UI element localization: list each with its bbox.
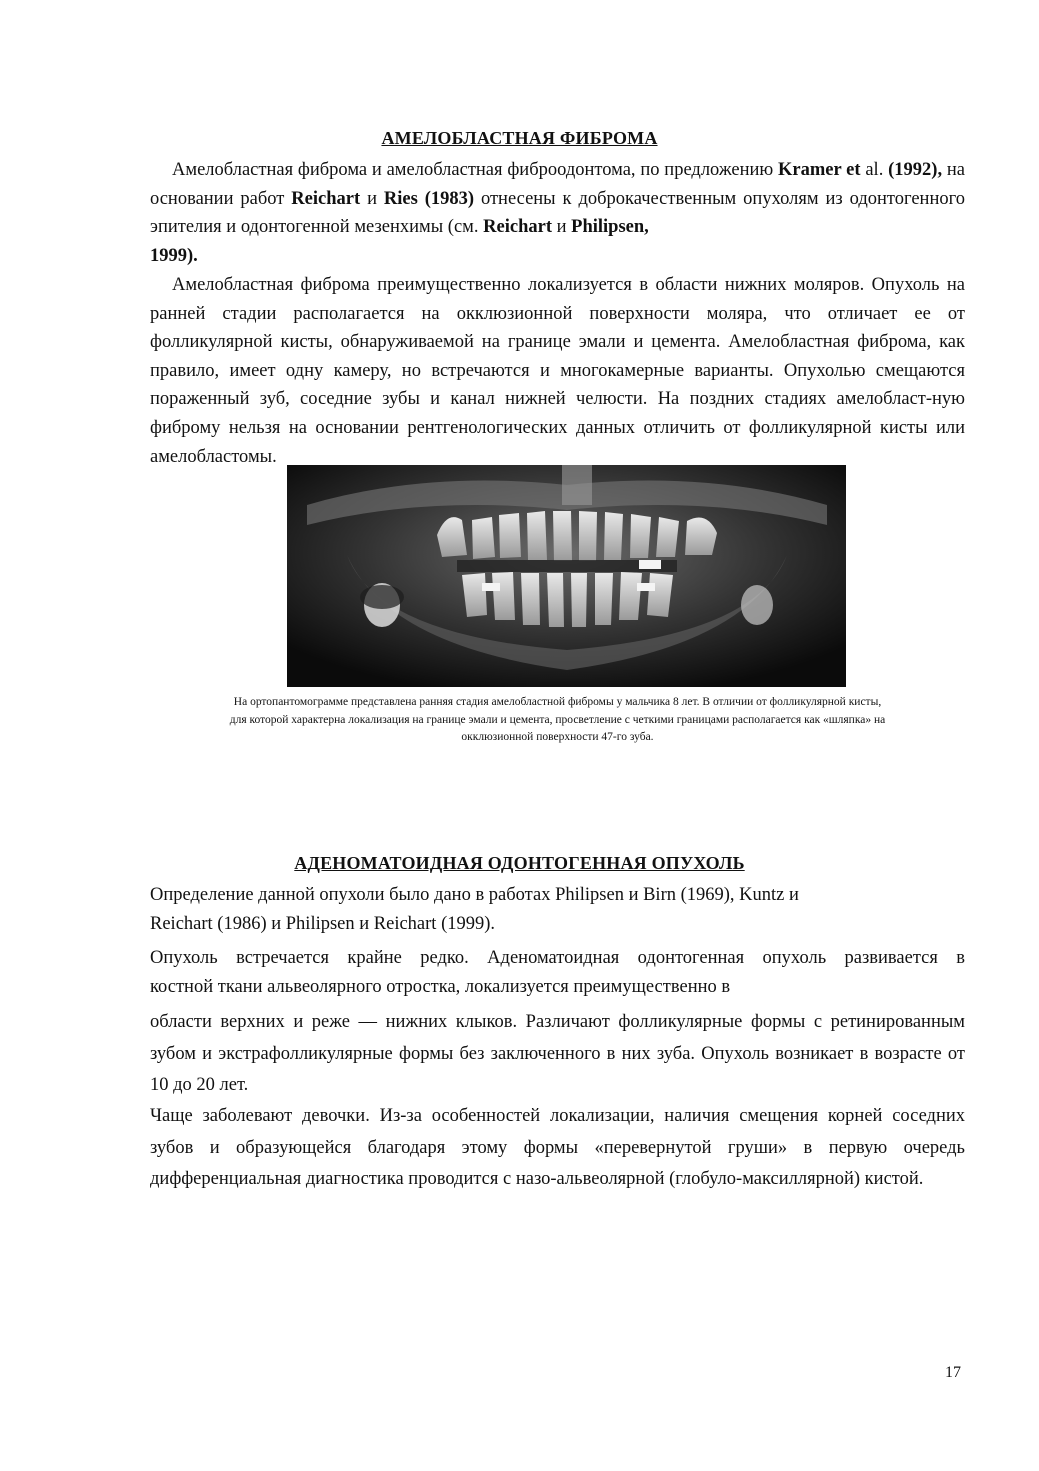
text: Амелобластная фиброма и амелобластная фиброодонтома, по предложению — [172, 160, 779, 180]
bold-ref: Ries (1983) — [383, 188, 475, 209]
text: отнесены к доброкачественным опухолям из одонтогенного эпителия и одонтогенной мезенхимы (см. — [150, 188, 965, 238]
text: на основании работ — [150, 160, 965, 209]
text-line: Определение данной опухоли было дано в работах Philipsen и Birn (1969), Kuntz и — [150, 885, 799, 905]
bold-ref: (1992), — [888, 160, 943, 180]
paragraph-intro — [150, 156, 965, 270]
figure-caption — [150, 694, 965, 747]
bold-ref: Philipsen, — [571, 217, 649, 238]
paragraph-localization: Амелобластная фиброма преимущественно локализуется в области нижних моляров. Опухоль на ранней стадии располагается на окклюзионной поверхности моляра, что отличает ее от фолликулярной кисты, обнаруживаемой на границе эмали и цемента. Амелобластная фиброма, как правило, имеет одну камеру, но встречаются и многокамерные варианты. Опухолью смещаются пораженный зуб, соседние зубы и канал нижней челюсти. На поздних стадиях амелобласт-ную фиброму нельзя на основании рентгенологических данных отличить от фолликулярной кисты или амелобластомы. — [150, 275, 965, 467]
text: al. — [860, 160, 889, 180]
text-line: Опухоль встречается крайне редко. Аденоматоидная одонтогенная опухоль развивается в — [150, 948, 965, 968]
caption-line: На ортопантомограмме представлена ранняя стадия амелобластной фибромы у мальчика 8 лет. В отличии от фолликулярной кисты, — [233, 696, 882, 708]
text: и — [551, 217, 572, 238]
paragraph-canines: области верхних и реже — нижних клыков. Различают фолликулярные формы с ретинированным зубом и экстрафолликулярные формы без заключенного в них зуба. Опухоль возникает в возрасте от 10 до 20 лет. — [150, 1012, 965, 1095]
section-heading-ameloblastic-fibroma: АМЕЛОБЛАСТНАЯ ФИБРОМА — [381, 128, 658, 148]
page-number: 17 — [945, 1364, 961, 1381]
bold-ref: 1999). — [150, 245, 198, 266]
paragraph-differential-diagnosis: Чаще заболевают девочки. Из-за особенностей локализации, наличия смещения корней соседних зубов и образующейся благодаря этому формы «перевернутой груши» в первую очередь дифференциальная диагностика проводится с назо-альвеолярной (глобуло-максиллярной) кистой. — [150, 1106, 965, 1189]
bold-ref: Reichart — [483, 217, 552, 238]
caption-line: окклюзионной поверхности 47-го зуба. — [461, 731, 654, 744]
section-heading-adenomatoid-tumor: АДЕНОМАТОИДНАЯ ОДОНТОГЕННАЯ ОПУХОЛЬ — [294, 853, 745, 873]
text: и — [360, 188, 384, 209]
text-line: Reichart (1986) и Philipsen и Reichart (1999). — [150, 914, 496, 934]
text-line: костной ткани альвеолярного отростка, локализуется преимущественно в — [150, 977, 731, 997]
panoramic-xray-image — [287, 465, 846, 687]
bold-ref: Reichart — [291, 188, 361, 209]
caption-line: для которой характерна локализация на границе эмали и цемента, просветление с четкими границами располагается как «шляпка» на — [229, 713, 886, 726]
bold-ref: Kramer et — [778, 160, 861, 180]
